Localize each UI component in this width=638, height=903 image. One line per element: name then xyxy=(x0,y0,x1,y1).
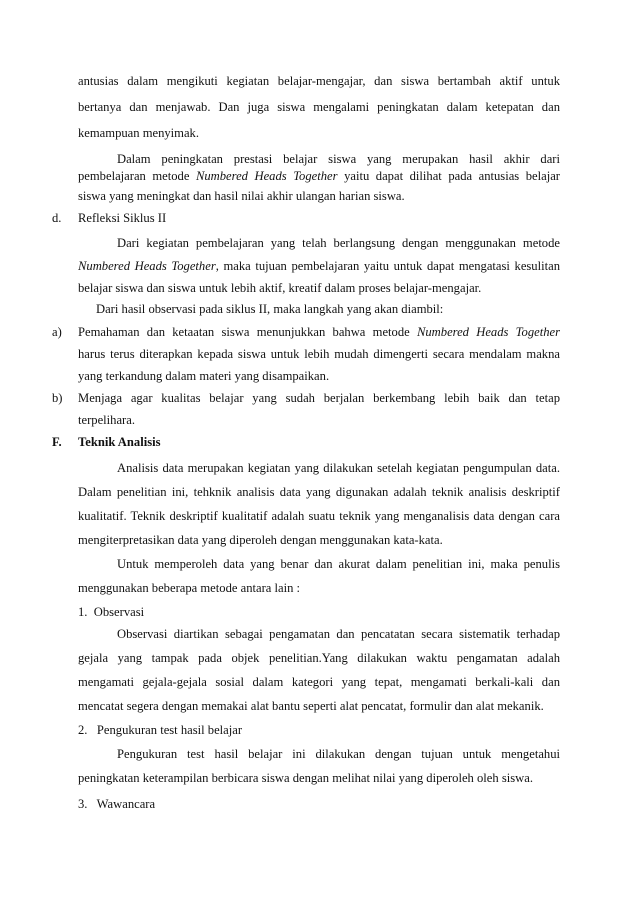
paragraph-line: kualitatif. Teknik deskriptif kualitatif adalah suatu teknik yang menganalisis data dengan cara xyxy=(78,509,560,523)
paragraph-line: Untuk memperoleh data yang benar dan akurat dalam penelitian ini, maka penulis xyxy=(117,557,560,571)
paragraph-line: belajar siswa dan siswa untuk lebih aktif, kreatif dalam proses belajar-mengajar. xyxy=(78,281,482,295)
method-title: 1. Observasi xyxy=(78,605,145,619)
list-item-line: harus terus diterapkan kepada siswa untuk lebih mudah dimengerti secara mendalam makna xyxy=(78,347,560,361)
paragraph-line: kemampuan menyimak. xyxy=(78,126,200,140)
paragraph-line: peningkatan keterampilan berbicara siswa dengan melihat nilai yang diperoleh oleh siswa. xyxy=(78,771,533,785)
paragraph-line: mengiterpretasikan data yang diperoleh dengan menggunakan kata-kata. xyxy=(78,533,443,547)
list-marker: a) xyxy=(52,325,62,339)
list-item-line: terpelihara. xyxy=(78,413,135,427)
paragraph-line: Dari hasil observasi pada siklus II, maka langkah yang akan diambil: xyxy=(96,302,444,316)
list-item-line: yang terkandung dalam materi yang disampaikan. xyxy=(78,369,330,383)
paragraph-line: Dari kegiatan pembelajaran yang telah berlangsung dengan menggunakan metode xyxy=(117,236,560,250)
list-marker: d. xyxy=(52,211,62,225)
paragraph-line: Numbered Heads Together, maka tujuan pembelajaran yaitu untuk dapat mengatasi kesulitan xyxy=(78,259,560,273)
paragraph-line: Dalam peningkatan prestasi belajar siswa yang merupakan hasil akhir dari xyxy=(117,152,560,166)
section-marker: F. xyxy=(52,435,62,449)
section-heading: Teknik Analisis xyxy=(78,435,161,449)
subsection-heading: Refleksi Siklus II xyxy=(78,211,167,225)
paragraph-line: Pengukuran test hasil belajar ini dilakukan dengan tujuan untuk mengetahui xyxy=(117,747,560,761)
paragraph-line: menggunakan beberapa metode antara lain : xyxy=(78,581,301,595)
paragraph-line: Dalam penelitian ini, tehknik analisis data yang digunakan adalah teknik analisis deskriptif xyxy=(78,485,560,499)
paragraph-line: gejala yang tampak pada objek penelitian.Yang dilakukan waktu pengamatan adalah xyxy=(78,651,560,665)
paragraph-line: mengamati gejala-gejala sosial dalam kategori yang tepat, mengamati berkali-kali dan xyxy=(78,675,560,689)
paragraph-line: Observasi diartikan sebagai pengamatan dan pencatatan secara sistematik terhadap xyxy=(117,627,560,641)
list-marker: b) xyxy=(52,391,63,405)
list-item-line: Pemahaman dan ketaatan siswa menunjukkan bahwa metode Numbered Heads Together xyxy=(78,325,560,339)
method-title: 2. Pengukuran test hasil belajar xyxy=(78,723,243,737)
paragraph-line: bertanya dan menjawab. Dan juga siswa mengalami peningkatan dalam ketepatan dan xyxy=(78,100,560,114)
paragraph-line: Analisis data merupakan kegiatan yang dilakukan setelah kegiatan pengumpulan data. xyxy=(117,461,560,475)
paragraph-line: mencatat segera dengan memakai alat bantu seperti alat pencatat, formulir dan alat mekanik. xyxy=(78,699,544,713)
method-title: 3. Wawancara xyxy=(78,797,156,811)
list-item-line: Menjaga agar kualitas belajar yang sudah berjalan berkembang lebih baik dan tetap xyxy=(78,391,560,405)
paragraph-line: siswa yang meningkat dan hasil nilai akhir ulangan harian siswa. xyxy=(78,189,405,203)
paragraph-line: antusias dalam mengikuti kegiatan belajar-mengajar, dan siswa bertambah aktif untuk xyxy=(78,74,560,88)
paragraph-line: pembelajaran metode Numbered Heads Together yaitu dapat dilihat pada antusias belajar xyxy=(78,169,560,183)
